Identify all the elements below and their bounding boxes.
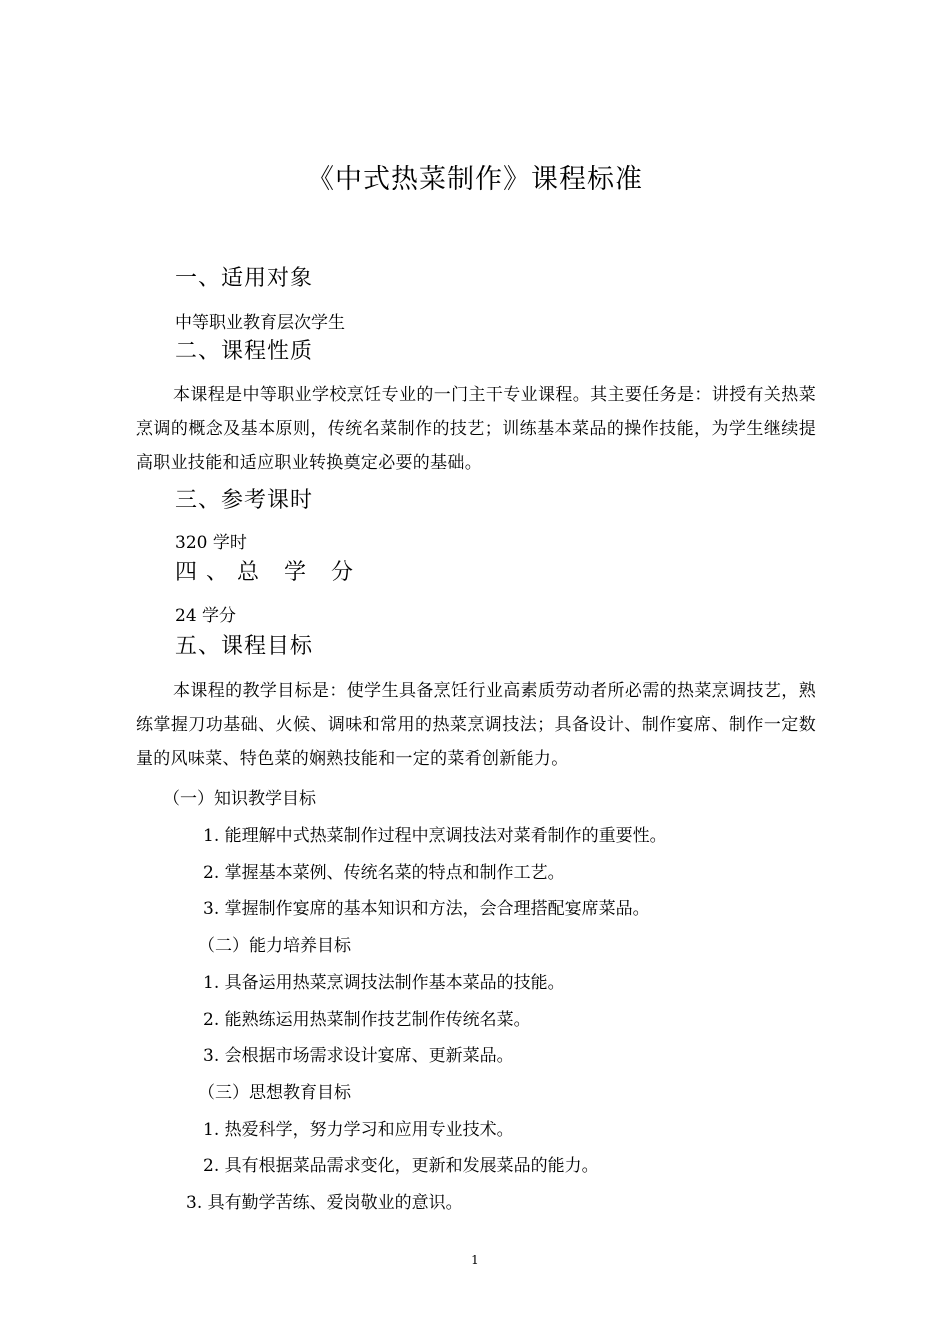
section-body-total-credits: 24 学分 <box>175 606 237 626</box>
subheading-knowledge-objectives: （一）知识教学目标 <box>163 789 316 809</box>
section-heading-course-nature: 二、课程性质 <box>175 339 314 364</box>
list-item: 2. 掌握基本菜例、传统名菜的特点和制作工艺。 <box>203 863 565 883</box>
list-item: 1. 能理解中式热菜制作过程中烹调技法对菜肴制作的重要性。 <box>203 826 667 846</box>
list-item: 2. 能熟练运用热菜制作技艺制作传统名菜。 <box>203 1010 531 1030</box>
section-body-reference-hours: 320 学时 <box>175 533 247 553</box>
list-item: 2. 具有根据菜品需求变化，更新和发展菜品的能力。 <box>203 1156 599 1176</box>
section-body-applicable-audience: 中等职业教育层次学生 <box>175 313 345 333</box>
section-body-course-nature: 本课程是中等职业学校烹饪专业的一门主干专业课程。其主要任务是：讲授有关热菜烹调的概念及基本原则，传统名菜制作的技艺；训练基本菜品的操作技能，为学生继续提高职业技能和适应职业转换奠定必要的基础。 <box>136 385 816 473</box>
section-heading-applicable-audience: 一、适用对象 <box>175 266 314 291</box>
page-number: 1 <box>471 1253 479 1267</box>
subheading-ideology-objectives: （三）思想教育目标 <box>198 1083 351 1103</box>
section-heading-reference-hours: 三、参考课时 <box>175 488 314 513</box>
document-title: 《中式热菜制作》课程标准 <box>307 164 643 195</box>
list-item: 3. 具有勤学苦练、爱岗敬业的意识。 <box>186 1193 463 1213</box>
list-item: 3. 掌握制作宴席的基本知识和方法，会合理搭配宴席菜品。 <box>203 899 650 919</box>
subheading-ability-objectives: （二）能力培养目标 <box>198 936 351 956</box>
section-heading-course-objectives: 五、课程目标 <box>175 634 314 659</box>
list-item: 3. 会根据市场需求设计宴席、更新菜品。 <box>203 1046 514 1066</box>
list-item: 1. 具备运用热菜烹调技法制作基本菜品的技能。 <box>203 973 565 993</box>
list-item: 1. 热爱科学，努力学习和应用专业技术。 <box>203 1120 514 1140</box>
section-body-course-objectives: 本课程的教学目标是：使学生具备烹饪行业高素质劳动者所必需的热菜烹调技艺，熟练掌握刀功基础、火候、调味和常用的热菜烹调技法；具备设计、制作宴席、制作一定数量的风味菜、特色菜的娴熟技能和一定的菜肴创新能力。 <box>136 681 816 769</box>
section-heading-total-credits: 四、总 学 分 <box>175 560 362 585</box>
